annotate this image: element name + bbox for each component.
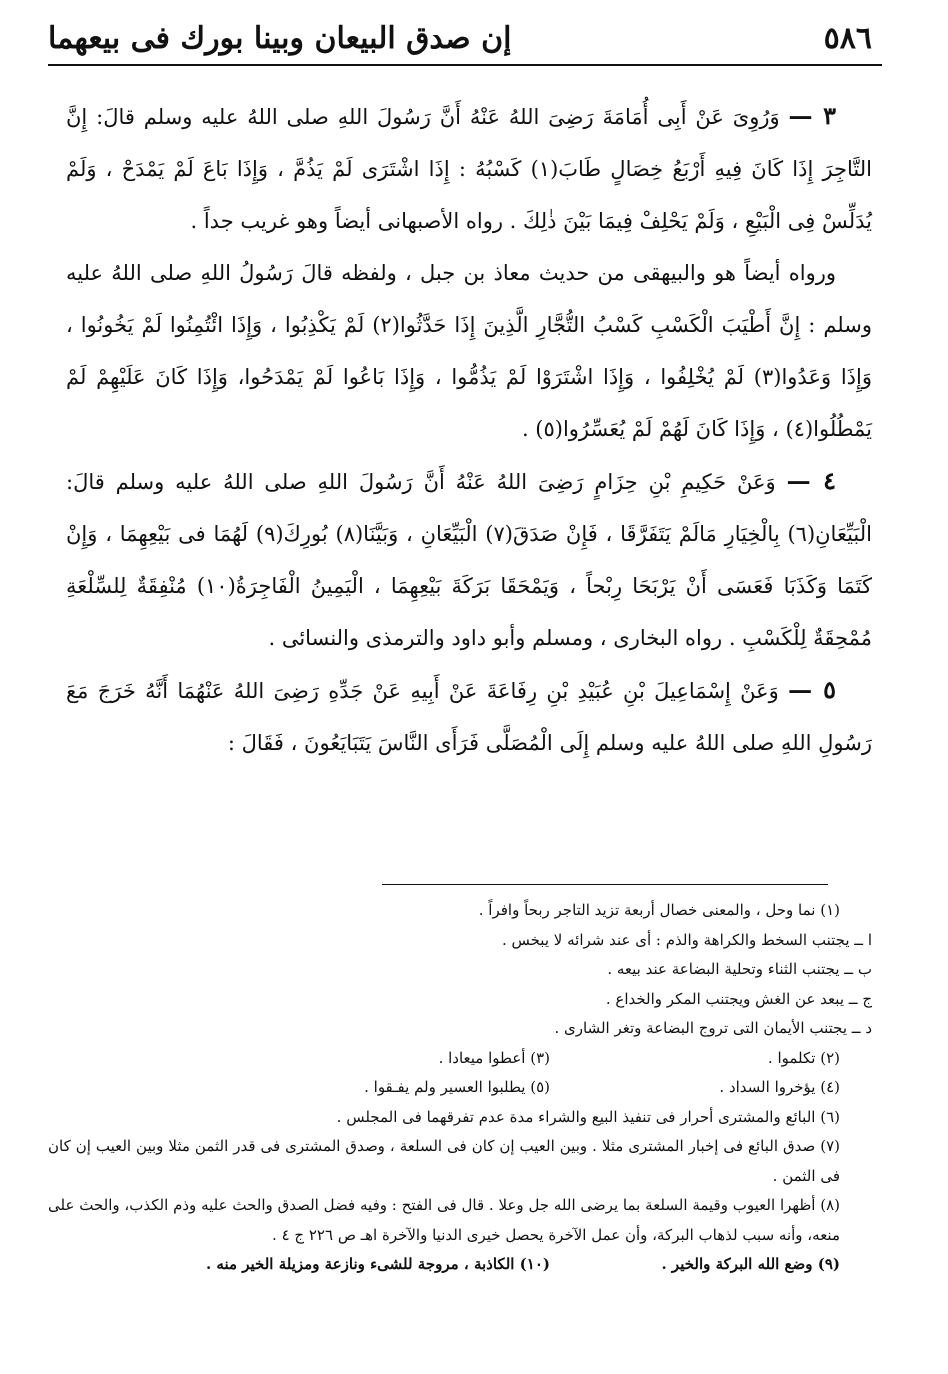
footnote-1d: د ــ يجتنب الأيمان التى تروج البضاعة وتغر الشارى . (554, 1019, 872, 1037)
footnote-7: (٧) صدق البائع فى إخبار المشترى مثلا . وبين العيب إن كان فى السلعة ، وصدق المشترى فى قدر الثمن مثلا وبين العيب إن كان فى الثمن . (48, 1137, 840, 1185)
page-number: ٥٨٦ (823, 20, 872, 56)
main-text (66, 90, 872, 769)
footnote-row (48, 1073, 872, 1103)
footnote-1: (١) نما وحل ، والمعنى خصال أربعة تزيد التاجر ربحاً وافراً . (478, 901, 840, 919)
hadith-text: وَرُوِىَ عَنْ أَبِى أُمَامَةَ رَضِىَ اللهُ عَنْهُ أَنَّ رَسُولَ اللهِ صلى اللهُ عليه وسلم قالَ: إِنَّ التَّاجِرَ إِذَا كَانَ فِيهِ أَرْبَعُ خِصَالٍ طَابَ(١) كَسْبُهُ : إِذَا اشْتَرَى لَمْ يَذُمَّ ، وَإِذَا بَاعَ لَمْ يَمْدَحْ ، وَلَمْ يُدَلِّسْ فِى الْبَيْعِ ، وَلَمْ يَحْلِفْ فِيمَا بَيْنَ ذٰلِكَ . رواه الأصبهانى أيضاً وهو غريب جداً . (66, 105, 872, 233)
hadith-3-paragraph (66, 90, 872, 247)
footnote-6: (٦) البائع والمشترى أحرار فى تنفيذ البيع والشراء مدة عدم تفرقهما فى المجلس . (336, 1107, 840, 1126)
footnote-1c: ج ــ يبعد عن الغش ويجتنب المكر والخداع . (605, 989, 872, 1008)
hadith-text: وَعَنْ إِسْمَاعِيلَ بْنِ عُبَيْدِ بْنِ رِفَاعَةَ عَنْ أَبِيهِ عَنْ جَدِّهِ رَضِىَ اللهُ عَنْهُمَا أَنَّهُ خَرَجَ مَعَ رَسُولِ اللهِ صلى اللهُ عليه وسلم إِلَى الْمُصَلَّى فَرَأَى النَّاسَ يَتَبَايَعُونَ ، فَقَالَ : (66, 679, 872, 755)
narration-text: ورواه أيضاً هو والبيهقى من حديث معاذ بن جبل ، ولفظه قالَ رَسُولُ اللهِ صلى اللهُ عليه وسلم : إِنَّ أَطْيَبَ الْكَسْبِ كَسْبُ التُّجَّارِ الَّذِينَ إِذَا حَدَّثُوا(٢) لَمْ يَكْذِبُوا ، وَإِذَا ائْتُمِنُوا لَمْ يَخُونُوا ، وَإِذَا وَعَدُوا(٣) لَمْ يُخْلِفُوا ، وَإِذَا اشْتَرَوْا لَمْ يَذُمُّوا ، وَإِذَا بَاعُوا لَمْ يَمْدَحُوا، وَإِذَا كَانَ عَلَيْهِمْ لَمْ يَمْطُلُوا(٤) ، وَإِذَا كَانَ لَهُمْ لَمْ يُعَسِّرُوا(٥) . (66, 261, 872, 441)
hadith-5-paragraph (66, 664, 872, 769)
footnote-row (48, 1044, 872, 1074)
hadith-number: ٣ — (788, 101, 836, 130)
header-rule (48, 64, 882, 66)
hadith-text: وَعَنْ حَكِيمِ بْنِ حِزَامٍ رَضِىَ اللهُ عَنْهُ أَنَّ رَسُولَ اللهِ صلى اللهُ عليه وسلم قالَ: الْبَيِّعَانِ(٦) بِالْخِيَارِ مَالَمْ يَتَفَرَّقَا ، فَإِنْ صَدَقَ(٧) الْبَيِّعَانِ ، وَبَيَّنَا(٨) بُورِكَ(٩) لَهُمَا فى بَيْعِهِمَا ، وَإِنْ كَتَمَا وَكَذَبَا فَعَسَى أَنْ يَرْبَحَا رِبْحاً ، وَيَمْحَقَا بَرَكَةَ بَيْعِهِمَا ، الْيَمِينُ الْفَاجِرَةُ(١٠) مُنْفِقَةٌ لِلسِّلْعَةِ مُمْحِقَةٌ لِلْكَسْبِ . رواه البخارى ، ومسلم وأبو داود والترمذى والنسائى . (66, 470, 873, 650)
footnote-1a: ا ــ يجتنب السخط والكراهة والذم : أى عند شرائه لا يبخس . (501, 930, 872, 949)
narration-paragraph (66, 247, 872, 455)
footnote-9: (٩) وضع الله البركة والخير . (661, 1255, 840, 1273)
hadith-number: ٤ — (786, 466, 836, 495)
footnote-8: (٨) أظهرا العيوب وقيمة السلعة بما يرضى الله جل وعلا . قال فى الفتح : وفيه فضل الصدق والحث عليه وذم الكذب، والحث على منعه، وأنه سبب لذهاب البركة، وأن عمل الآخرة يحصل خيرى الدنيا والآخرة اهـ ص ٢٢٦ ج ٤ . (48, 1196, 840, 1244)
footnote-3: (٣) أعطوا ميعادا . (438, 1048, 550, 1067)
footnote-10: (١٠) الكاذبة ، مروجة للشىء ونازعة ومزيلة الخير منه . (205, 1255, 550, 1273)
footnote-separator (382, 884, 828, 885)
page-header (48, 14, 872, 62)
hadith-4-paragraph (66, 455, 872, 664)
footnote-2: (٢) تكلموا . (767, 1048, 840, 1067)
running-title: إن صدق البيعان وبينا بورك فى بيعهما (48, 20, 512, 56)
footnotes (48, 896, 872, 1280)
footnote-1b: ب ــ يجتنب الثناء وتحلية البضاعة عند بيعه . (607, 960, 872, 978)
hadith-number: ٥ — (788, 675, 836, 704)
footnote-row (48, 1250, 872, 1280)
footnote-4: (٤) يؤخروا السداد . (719, 1078, 840, 1096)
footnote-5: (٥) يطلبوا العسير ولم يفـقوا . (364, 1078, 550, 1096)
